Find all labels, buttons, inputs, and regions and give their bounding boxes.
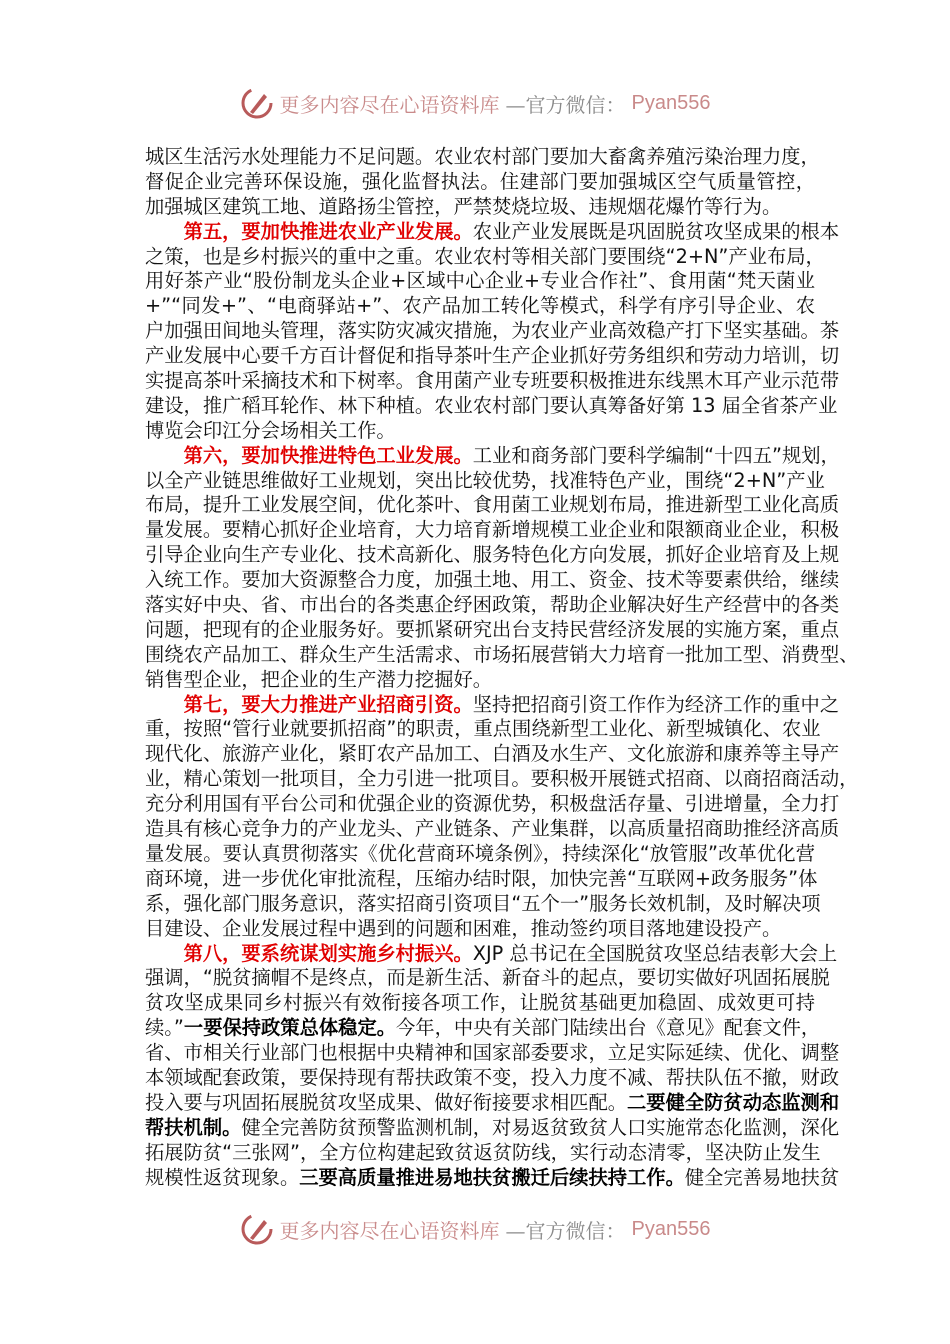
text-line — [145, 1140, 821, 1166]
text-line — [145, 1090, 840, 1116]
text-segment: 充分利用国有平台公司和优强企业的资源优势，积极盘活存量、引进增量，全力打 — [145, 792, 840, 816]
text-segment: 以全产业链思维做好工业规划，突出比较优势，找准特色产业，围绕“2+N”产业 — [145, 468, 825, 492]
text-line — [145, 991, 815, 1016]
paragraph — [145, 443, 859, 693]
text-line — [145, 966, 830, 991]
bold-subheading: 三要高质量推进易地扶贫搬迁后续扶持工作。 — [299, 1165, 685, 1189]
text-segment: 入统工作。要加大资源整合力度，加强土地、用工、资金、技术等要素供给，继续 — [145, 568, 840, 592]
text-segment — [145, 220, 184, 243]
text-segment: 量发展。要精心抓好企业培育，大力培育新增规模工业企业和限额商业企业，积极 — [145, 518, 840, 542]
text-line — [145, 917, 815, 942]
text-segment: 实提高茶叶采摘技术和下树率。食用菌产业专班要积极推进东线黑木耳产业示范带 — [145, 369, 840, 393]
text-line — [145, 493, 840, 518]
watermark-footer — [0, 1212, 950, 1246]
text-segment: 销售型企业，把企业的生产潜力挖掘好。 — [145, 667, 493, 691]
text-segment: 今年，中央有关部门陆续出台《意见》配套文件， — [396, 1016, 821, 1040]
document-body — [145, 145, 859, 1190]
text-line — [145, 518, 840, 543]
text-segment: 商环境，进一步优化审批流程，压缩办结时限，加快完善“互联网+政务服务”体 — [145, 866, 818, 890]
text-line — [145, 170, 815, 195]
text-segment: 工业和商务部门要科学编制“十四五”规划， — [472, 443, 840, 467]
text-line — [145, 1016, 821, 1041]
text-line — [145, 244, 825, 270]
text-line — [145, 195, 815, 220]
paragraph — [145, 145, 820, 220]
text-line — [145, 393, 838, 419]
text-line — [145, 269, 815, 294]
text-line — [145, 344, 840, 369]
bold-subheading: 二要健全防贫动态监测和 — [627, 1090, 840, 1114]
section-heading: 第五，要加快推进农业产业发展。 — [183, 219, 473, 243]
text-line — [145, 866, 818, 892]
section-heading: 第七，要大力推进产业招商引资。 — [183, 692, 473, 716]
text-line — [145, 792, 840, 817]
text-line — [145, 668, 815, 693]
text-segment: +”“同发+”、“电商驿站+”、农产品加工转化等模式，科学有序引导企业、农 — [145, 294, 815, 318]
text-segment: 落实好中央、省、市出台的各类惠企纾困政策，帮助企业解决好生产经营中的各类 — [145, 593, 840, 617]
text-line — [145, 568, 840, 593]
text-line — [145, 443, 840, 469]
text-line — [145, 319, 840, 344]
text-segment: 围绕农产品加工、群众生产生活需求、市场拓展营销大力培育一批加工型、消费型、 — [145, 642, 859, 666]
text-line — [145, 1065, 840, 1091]
pen-logo-icon — [240, 1212, 274, 1246]
text-line — [145, 593, 840, 618]
paragraph — [145, 692, 859, 942]
text-segment: 建设，推广稻耳轮作、林下种植。农业农村部门要认真筹备好第 13 届全省茶产业 — [145, 393, 838, 417]
text-line — [145, 891, 821, 917]
text-segment: 目建设、企业发展过程中遇到的问题和困难，推动签约项目落地建设投产。 — [145, 916, 782, 940]
text-segment: 业，精心策划一批项目，全力引进一批项目。要积极开展链式招商、以商招商活动， — [145, 767, 859, 791]
text-line — [145, 468, 825, 494]
watermark-text: 更多内容尽在心语资料库 — [279, 1218, 500, 1243]
text-line — [145, 294, 815, 319]
text-segment: 坚持把招商引资工作作为经济工作的重中之 — [472, 692, 840, 716]
text-line — [145, 692, 840, 718]
text-segment: 引导企业向生产专业化、技术高新化、服务特色化方向发展，抓好企业培育及上规 — [145, 543, 840, 567]
text-line — [145, 817, 840, 842]
text-segment: 健全完善易地扶贫 — [684, 1165, 840, 1189]
text-line — [145, 941, 838, 967]
watermark-dash: —官方微信： — [505, 92, 626, 117]
text-segment: 农业产业发展既是巩固脱贫攻坚成果的根本 — [472, 219, 840, 243]
text-segment: 续。” — [145, 1016, 184, 1040]
text-segment: 之策，也是乡村振兴的重中之重。农业农村等相关部门要围绕“2+N”产业布局， — [145, 244, 825, 268]
text-segment: 户加强田间地头管理，落实防灾减灾措施，为农业产业高效稳产打下坚实基础。茶 — [145, 319, 840, 343]
text-line — [145, 767, 859, 792]
text-segment: 用好茶产业“股份制龙头企业+区域中心企业+专业合作社”、食用菌“梵天菌业 — [145, 269, 815, 293]
paragraph — [145, 941, 840, 1191]
text-line — [145, 369, 840, 394]
text-segment: XJP 总书记在全国脱贫攻坚总结表彰大会上 — [472, 941, 838, 965]
text-segment: 系，强化部门服务意识，落实招商引资项目“五个一”服务长效机制，及时解决项 — [145, 891, 821, 915]
text-segment: 量发展。要认真贯彻落实《优化营商环境条例》，持续深化“放管服”改革优化营 — [145, 841, 815, 865]
watermark-dash: —官方微信： — [505, 1218, 626, 1243]
text-segment: 规模性返贫现象。 — [145, 1165, 300, 1189]
text-line — [145, 419, 815, 444]
paragraph — [145, 219, 840, 444]
text-segment — [145, 942, 184, 965]
text-line — [145, 1165, 840, 1191]
text-line — [145, 1115, 840, 1141]
text-segment: 重，按照“管行业就要抓招商”的职责，重点围绕新型工业化、新型城镇化、农业 — [145, 717, 821, 741]
text-segment: 布局，提升工业发展空间，优化茶叶、食用菌工业规划布局，推进新型工业化高质 — [145, 493, 840, 517]
text-segment: 造具有核心竞争力的产业龙头、产业链条、产业集群，以高质量招商助推经济高质 — [145, 817, 840, 841]
text-segment: 拓展防贫“三张网”，全方位构建起致贫返贫防线，实行动态清零，坚决防止发生 — [145, 1140, 821, 1164]
text-line — [145, 145, 820, 170]
bold-subheading: 一要保持政策总体稳定。 — [183, 1016, 397, 1040]
text-segment: 省、市相关行业部门也根据中央精神和国家部委要求，立足实际延续、优化、调整 — [145, 1041, 840, 1065]
bold-subheading: 帮扶机制。 — [145, 1115, 242, 1139]
text-segment: 投入要与巩固拓展脱贫攻坚成果、做好衔接要求相匹配。 — [145, 1090, 628, 1114]
text-segment — [145, 444, 184, 467]
pen-logo-icon — [240, 86, 274, 120]
text-line — [145, 1041, 840, 1066]
text-segment: 问题，把现有的企业服务好。要抓紧研究出台支持民营经济发展的实施方案，重点 — [145, 617, 840, 641]
text-segment: 健全完善防贫预警监测机制，对易返贫致贫人口实施常态化监测，深化 — [241, 1115, 840, 1139]
watermark-wechat: Pyan556 — [631, 1217, 711, 1240]
watermark-header — [0, 86, 950, 120]
text-line — [145, 543, 840, 568]
text-line — [145, 219, 840, 245]
text-line — [145, 717, 821, 742]
watermark-wechat: Pyan556 — [631, 91, 711, 114]
text-line — [145, 742, 840, 767]
text-segment: 贫攻坚成果同乡村振兴有效衔接各项工作，让脱贫基础更加稳固、成效更可持 — [145, 991, 815, 1015]
text-segment: 产业发展中心要千方百计督促和指导茶叶生产企业抓好劳务组织和劳动力培训，切 — [145, 344, 840, 368]
section-heading: 第八，要系统谋划实施乡村振兴。 — [183, 941, 473, 965]
text-segment: 博览会印江分会场相关工作。 — [145, 418, 396, 442]
watermark-text: 更多内容尽在心语资料库 — [279, 92, 500, 117]
text-line — [145, 842, 815, 867]
section-heading: 第六，要加快推进特色工业发展。 — [183, 443, 473, 467]
text-line — [145, 642, 859, 668]
text-segment — [145, 693, 184, 716]
text-segment: 强调，“脱贫摘帽不是终点，而是新生活、新奋斗的起点，要切实做好巩固拓展脱 — [145, 966, 830, 990]
text-segment: 加强城区建筑工地、道路扬尘管控，严禁焚烧垃圾、违规烟花爆竹等行为。 — [145, 194, 782, 218]
text-segment: 城区生活污水处理能力不足问题。农业农村部门要加大畜禽养殖污染治理力度， — [145, 145, 820, 168]
text-segment: 现代化、旅游产业化，紧盯农产品加工、白酒及水生产、文化旅游和康养等主导产 — [145, 742, 840, 766]
text-segment: 本领域配套政策，要保持现有帮扶政策不变，投入力度不减、帮扶队伍不撤，财政 — [145, 1065, 840, 1089]
text-line — [145, 617, 840, 643]
text-segment: 督促企业完善环保设施，强化监督执法。住建部门要加强城区空气质量管控， — [145, 169, 815, 193]
